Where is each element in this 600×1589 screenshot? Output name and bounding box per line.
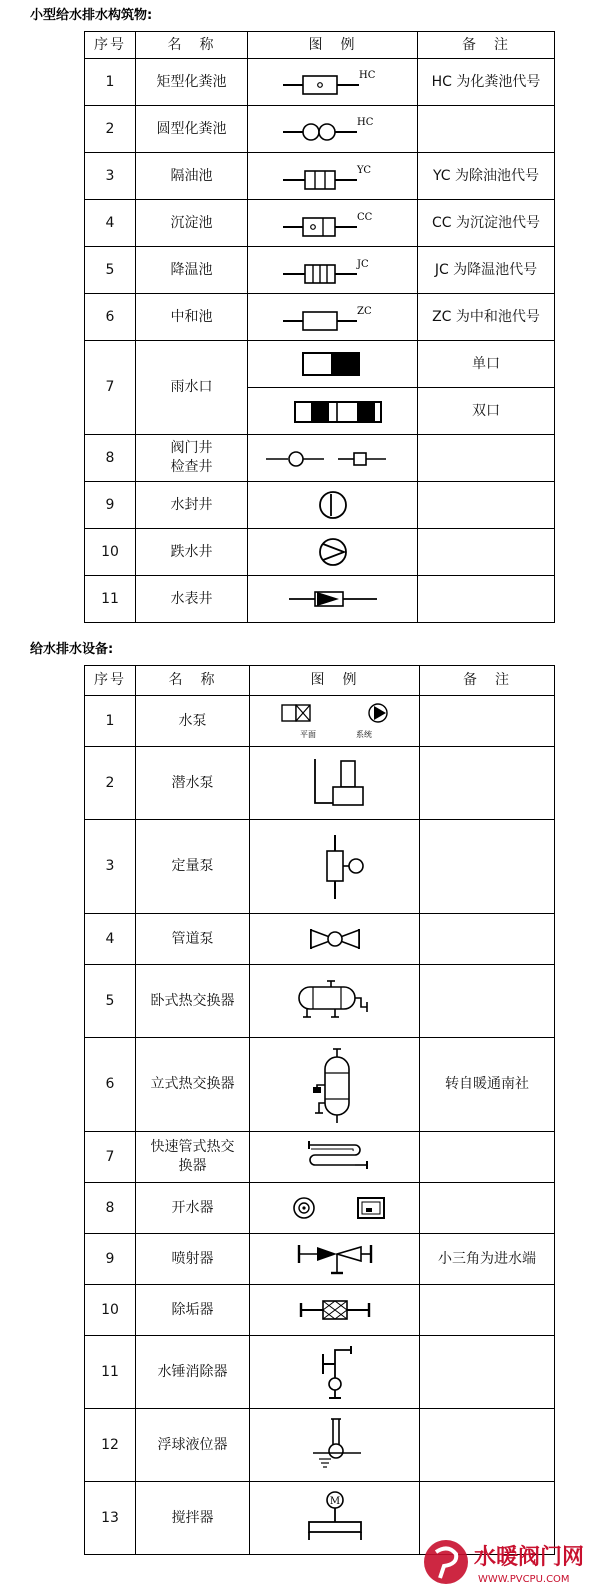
row-note	[420, 747, 555, 820]
row-no: 6	[85, 294, 136, 341]
header-note: 备 注	[420, 666, 555, 696]
table-row	[85, 106, 555, 153]
header-symbol: 图 例	[248, 32, 418, 59]
submersible-pump-symbol	[250, 747, 420, 820]
svg-text:HC: HC	[356, 117, 373, 128]
svg-text:ZC: ZC	[356, 306, 372, 317]
row-no: 6	[85, 1038, 136, 1132]
structures-table	[84, 31, 555, 623]
row-no: 8	[85, 435, 136, 482]
row-no: 5	[85, 965, 136, 1038]
cooling-tank-symbol	[248, 247, 418, 294]
water-seal-well-symbol	[248, 482, 418, 529]
row-no: 11	[85, 576, 136, 623]
row-no: 2	[85, 747, 136, 820]
row-note	[418, 529, 555, 576]
section-title-structures: 小型给水排水构筑物:	[30, 8, 153, 23]
row-no: 8	[85, 1183, 136, 1234]
row-name: 立式热交换器	[136, 1038, 250, 1132]
row-name	[136, 435, 248, 482]
table-row	[85, 1285, 555, 1336]
row-no: 10	[85, 1285, 136, 1336]
row-no: 4	[85, 914, 136, 965]
table-row	[85, 747, 555, 820]
tube-heat-exchanger-symbol	[250, 1132, 420, 1183]
row-no: 3	[85, 153, 136, 200]
row-note	[418, 435, 555, 482]
table-row	[85, 820, 555, 914]
table-row	[85, 576, 555, 623]
svg-text:系统: 系统	[355, 730, 372, 739]
drop-well-symbol	[248, 529, 418, 576]
header-no: 序号	[85, 666, 136, 696]
table-row	[85, 1038, 555, 1132]
row-name: 水泵	[136, 696, 250, 747]
table-header-row	[85, 666, 555, 696]
row-note-single: 单口	[418, 341, 555, 388]
row-note	[418, 482, 555, 529]
row-note: ZC 为中和池代号	[418, 294, 555, 341]
rain-inlet-double-symbol	[248, 388, 418, 435]
row-note	[420, 820, 555, 914]
svg-text:HC: HC	[358, 70, 375, 81]
row-note	[420, 1183, 555, 1234]
table-row	[85, 965, 555, 1038]
sedimentation-tank-symbol	[248, 200, 418, 247]
rect-septic-tank-symbol	[248, 59, 418, 106]
header-symbol: 图 例	[250, 666, 420, 696]
table-row	[85, 247, 555, 294]
row-name: 喷射器	[136, 1234, 250, 1285]
row-name: 潜水泵	[136, 747, 250, 820]
name-line-2: 换器	[178, 1158, 207, 1174]
table-row	[85, 153, 555, 200]
table-row	[85, 1409, 555, 1482]
svg-text:平面: 平面	[299, 730, 316, 739]
row-note: YC 为除油池代号	[418, 153, 555, 200]
row-note	[420, 914, 555, 965]
table-row	[85, 200, 555, 247]
mixer-symbol	[250, 1482, 420, 1555]
row-note: JC 为降温池代号	[418, 247, 555, 294]
row-no: 3	[85, 820, 136, 914]
row-name: 雨水口	[136, 341, 248, 435]
equipment-table	[84, 665, 555, 1555]
row-note	[420, 696, 555, 747]
water-meter-well-symbol	[248, 576, 418, 623]
row-name: 圆型化粪池	[136, 106, 248, 153]
table-row	[85, 482, 555, 529]
row-note: 转自暖通南社	[420, 1038, 555, 1132]
row-name: 水表井	[136, 576, 248, 623]
row-no: 1	[85, 696, 136, 747]
row-name: 水锤消除器	[136, 1336, 250, 1409]
row-note	[420, 1132, 555, 1183]
row-note: CC 为沉淀池代号	[418, 200, 555, 247]
row-name: 定量泵	[136, 820, 250, 914]
section-title-equipment: 给水排水设备:	[30, 642, 114, 657]
row-no: 13	[85, 1482, 136, 1555]
watermark-logo	[418, 1530, 600, 1589]
row-no: 1	[85, 59, 136, 106]
svg-text:CC: CC	[356, 212, 372, 223]
valve-inspection-well-symbol	[248, 435, 418, 482]
row-name: 卧式热交换器	[136, 965, 250, 1038]
row-no: 10	[85, 529, 136, 576]
horizontal-heat-exchanger-symbol	[250, 965, 420, 1038]
row-note	[420, 965, 555, 1038]
name-line-1: 快速管式热交	[150, 1139, 235, 1156]
row-name: 降温池	[136, 247, 248, 294]
row-name: 开水器	[136, 1183, 250, 1234]
row-name: 中和池	[136, 294, 248, 341]
water-boiler-symbol	[250, 1183, 420, 1234]
header-name: 名 称	[136, 32, 248, 59]
row-note: HC 为化粪池代号	[418, 59, 555, 106]
water-pump-symbol	[250, 696, 420, 747]
table-row	[85, 59, 555, 106]
grease-trap-symbol	[248, 153, 418, 200]
table-row	[85, 696, 555, 747]
metering-pump-symbol	[250, 820, 420, 914]
row-no: 2	[85, 106, 136, 153]
table-row	[85, 341, 555, 388]
row-note-double: 双口	[418, 388, 555, 435]
row-no: 12	[85, 1409, 136, 1482]
row-name: 管道泵	[136, 914, 250, 965]
row-note: 小三角为进水端	[420, 1234, 555, 1285]
table-row	[85, 435, 555, 482]
row-name: 隔油池	[136, 153, 248, 200]
watermark-brand: 水暖阀门网	[474, 1545, 585, 1570]
row-no: 9	[85, 1234, 136, 1285]
row-name: 除垢器	[136, 1285, 250, 1336]
descaler-symbol	[250, 1285, 420, 1336]
table-row	[85, 294, 555, 341]
svg-text:M: M	[329, 1496, 340, 1507]
row-name: 跌水井	[136, 529, 248, 576]
ejector-symbol	[250, 1234, 420, 1285]
table-row	[85, 1132, 555, 1183]
table-row	[85, 529, 555, 576]
name-line-1: 阀门井	[170, 440, 213, 457]
row-note	[418, 576, 555, 623]
svg-text:JC: JC	[356, 259, 369, 270]
table-row	[85, 914, 555, 965]
rain-inlet-single-symbol	[248, 341, 418, 388]
name-line-2: 检查井	[170, 459, 213, 475]
row-name: 矩型化粪池	[136, 59, 248, 106]
row-no: 7	[85, 1132, 136, 1183]
table-row	[85, 1234, 555, 1285]
row-no: 11	[85, 1336, 136, 1409]
row-no: 4	[85, 200, 136, 247]
row-no: 7	[85, 341, 136, 435]
float-level-gauge-symbol	[250, 1409, 420, 1482]
pipeline-pump-symbol	[250, 914, 420, 965]
row-note	[420, 1285, 555, 1336]
row-name: 沉淀池	[136, 200, 248, 247]
table-row	[85, 1183, 555, 1234]
row-note	[420, 1409, 555, 1482]
neutralization-tank-symbol	[248, 294, 418, 341]
table-header-row	[85, 32, 555, 59]
row-note	[420, 1336, 555, 1409]
row-note	[418, 106, 555, 153]
header-name: 名 称	[136, 666, 250, 696]
row-name	[136, 1132, 250, 1183]
row-name: 浮球液位器	[136, 1409, 250, 1482]
row-name: 水封井	[136, 482, 248, 529]
row-no: 9	[85, 482, 136, 529]
round-septic-tank-symbol	[248, 106, 418, 153]
water-hammer-arrestor-symbol	[250, 1336, 420, 1409]
row-no: 5	[85, 247, 136, 294]
vertical-heat-exchanger-symbol	[250, 1038, 420, 1132]
header-note: 备 注	[418, 32, 555, 59]
header-no: 序号	[85, 32, 136, 59]
row-name: 搅拌器	[136, 1482, 250, 1555]
table-row	[85, 1336, 555, 1409]
svg-text:YC: YC	[356, 165, 371, 176]
watermark-url: WWW.PVCPU.COM	[478, 1574, 570, 1585]
